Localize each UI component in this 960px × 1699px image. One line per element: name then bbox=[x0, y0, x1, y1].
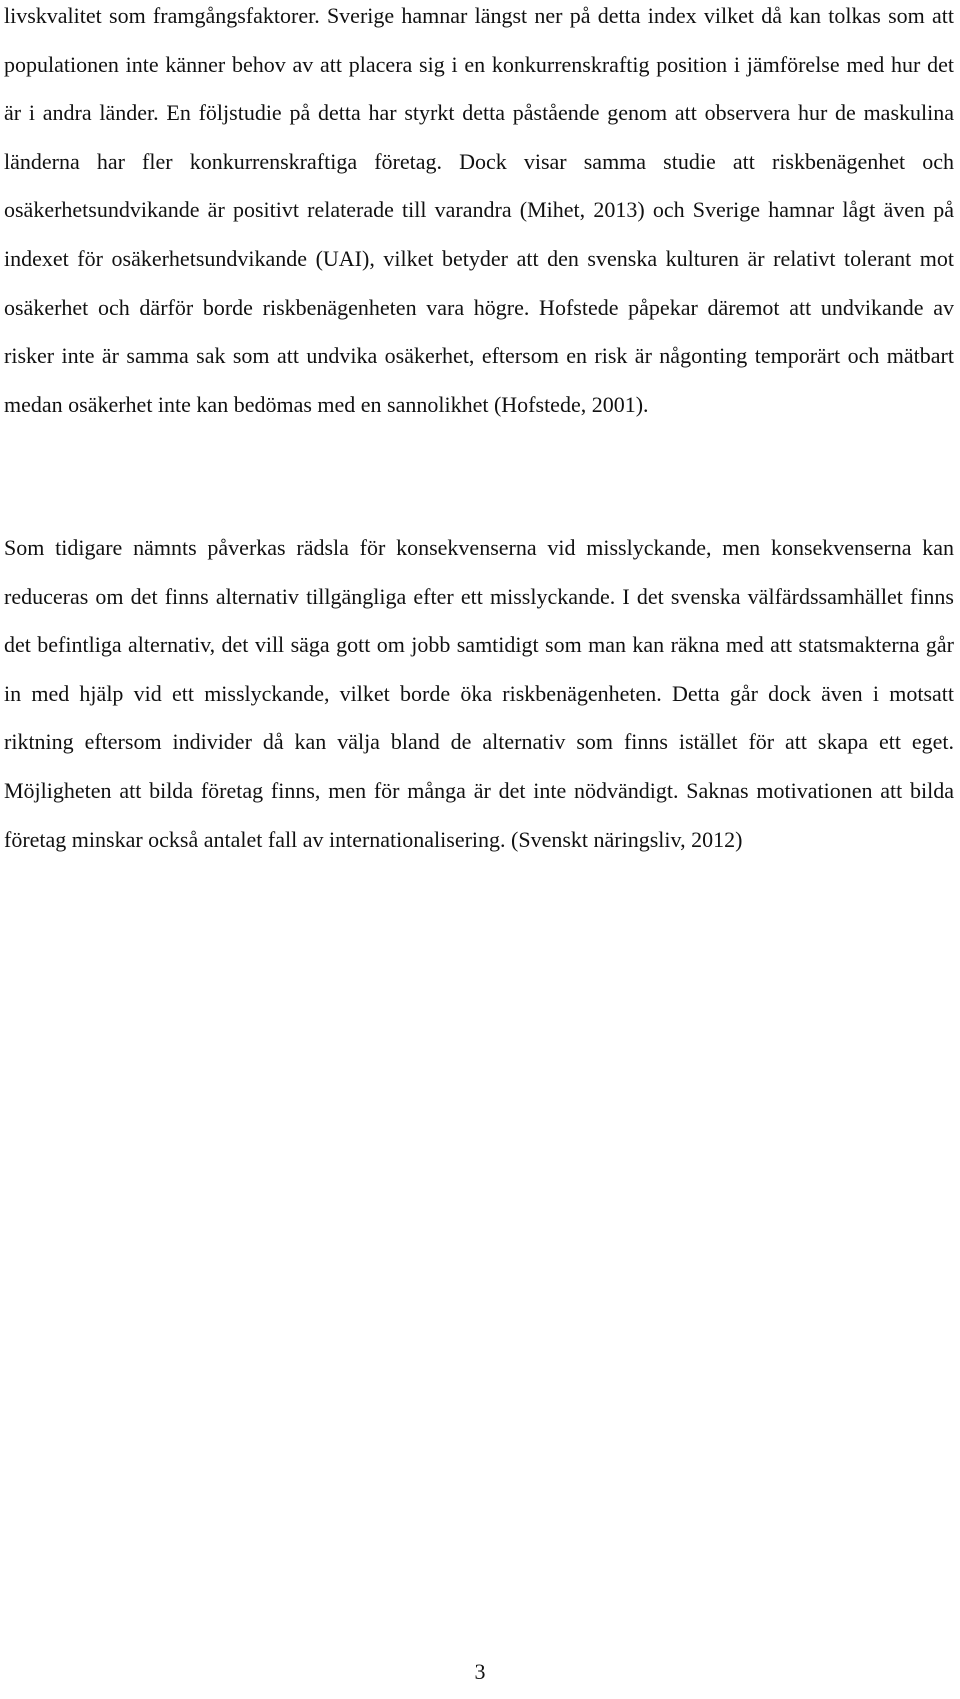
body-paragraph-1: livskvalitet som framgångsfaktorer. Sverige hamnar längst ner på detta index vilket då kan tolkas som att populationen inte känner behov av att placera sig i en konkurrenskraftig position i jämförelse med hur det är i andra länder. En följstudie på detta har styrkt detta påstående genom att observera hur de maskulina länderna har fler konkurrenskraftiga företag. Dock visar samma studie att riskbenägenhet och osäkerhetsundvikande är positivt relaterade till varandra (Mihet, 2013) och Sverige hamnar lågt även på indexet för osäkerhetsundvikande (UAI), vilket betyder att den svenska kulturen är relativt tolerant mot osäkerhet och därför borde riskbenägenheten vara högre. Hofstede påpekar däremot att undvikande av risker inte är samma sak som att undvika osäkerhet, eftersom en risk är någonting temporärt och mätbart medan osäkerhet inte kan bedömas med en sannolikhet (Hofstede, 2001). bbox=[4, 3, 954, 417]
body-paragraph-2: Som tidigare nämnts påverkas rädsla för konsekvenserna vid misslyckande, men konsekvenserna kan reduceras om det finns alternativ tillgängliga efter ett misslyckande. I det svenska välfärdssamhället finns det befintliga alternativ, det vill säga gott om jobb samtidigt som man kan räkna med att statsmakterna går in med hjälp vid ett misslyckande, vilket borde öka riskbenägenheten. Detta går dock även i motsatt riktning eftersom individer då kan välja bland de alternativ som finns istället för att skapa ett eget. Möjligheten att bilda företag finns, men för många är det inte nödvändigt. Saknas motivationen att bilda företag minskar också antalet fall av internationalisering. (Svenskt näringsliv, 2012) bbox=[4, 535, 954, 852]
page-number: 3 bbox=[474, 1659, 486, 1684]
